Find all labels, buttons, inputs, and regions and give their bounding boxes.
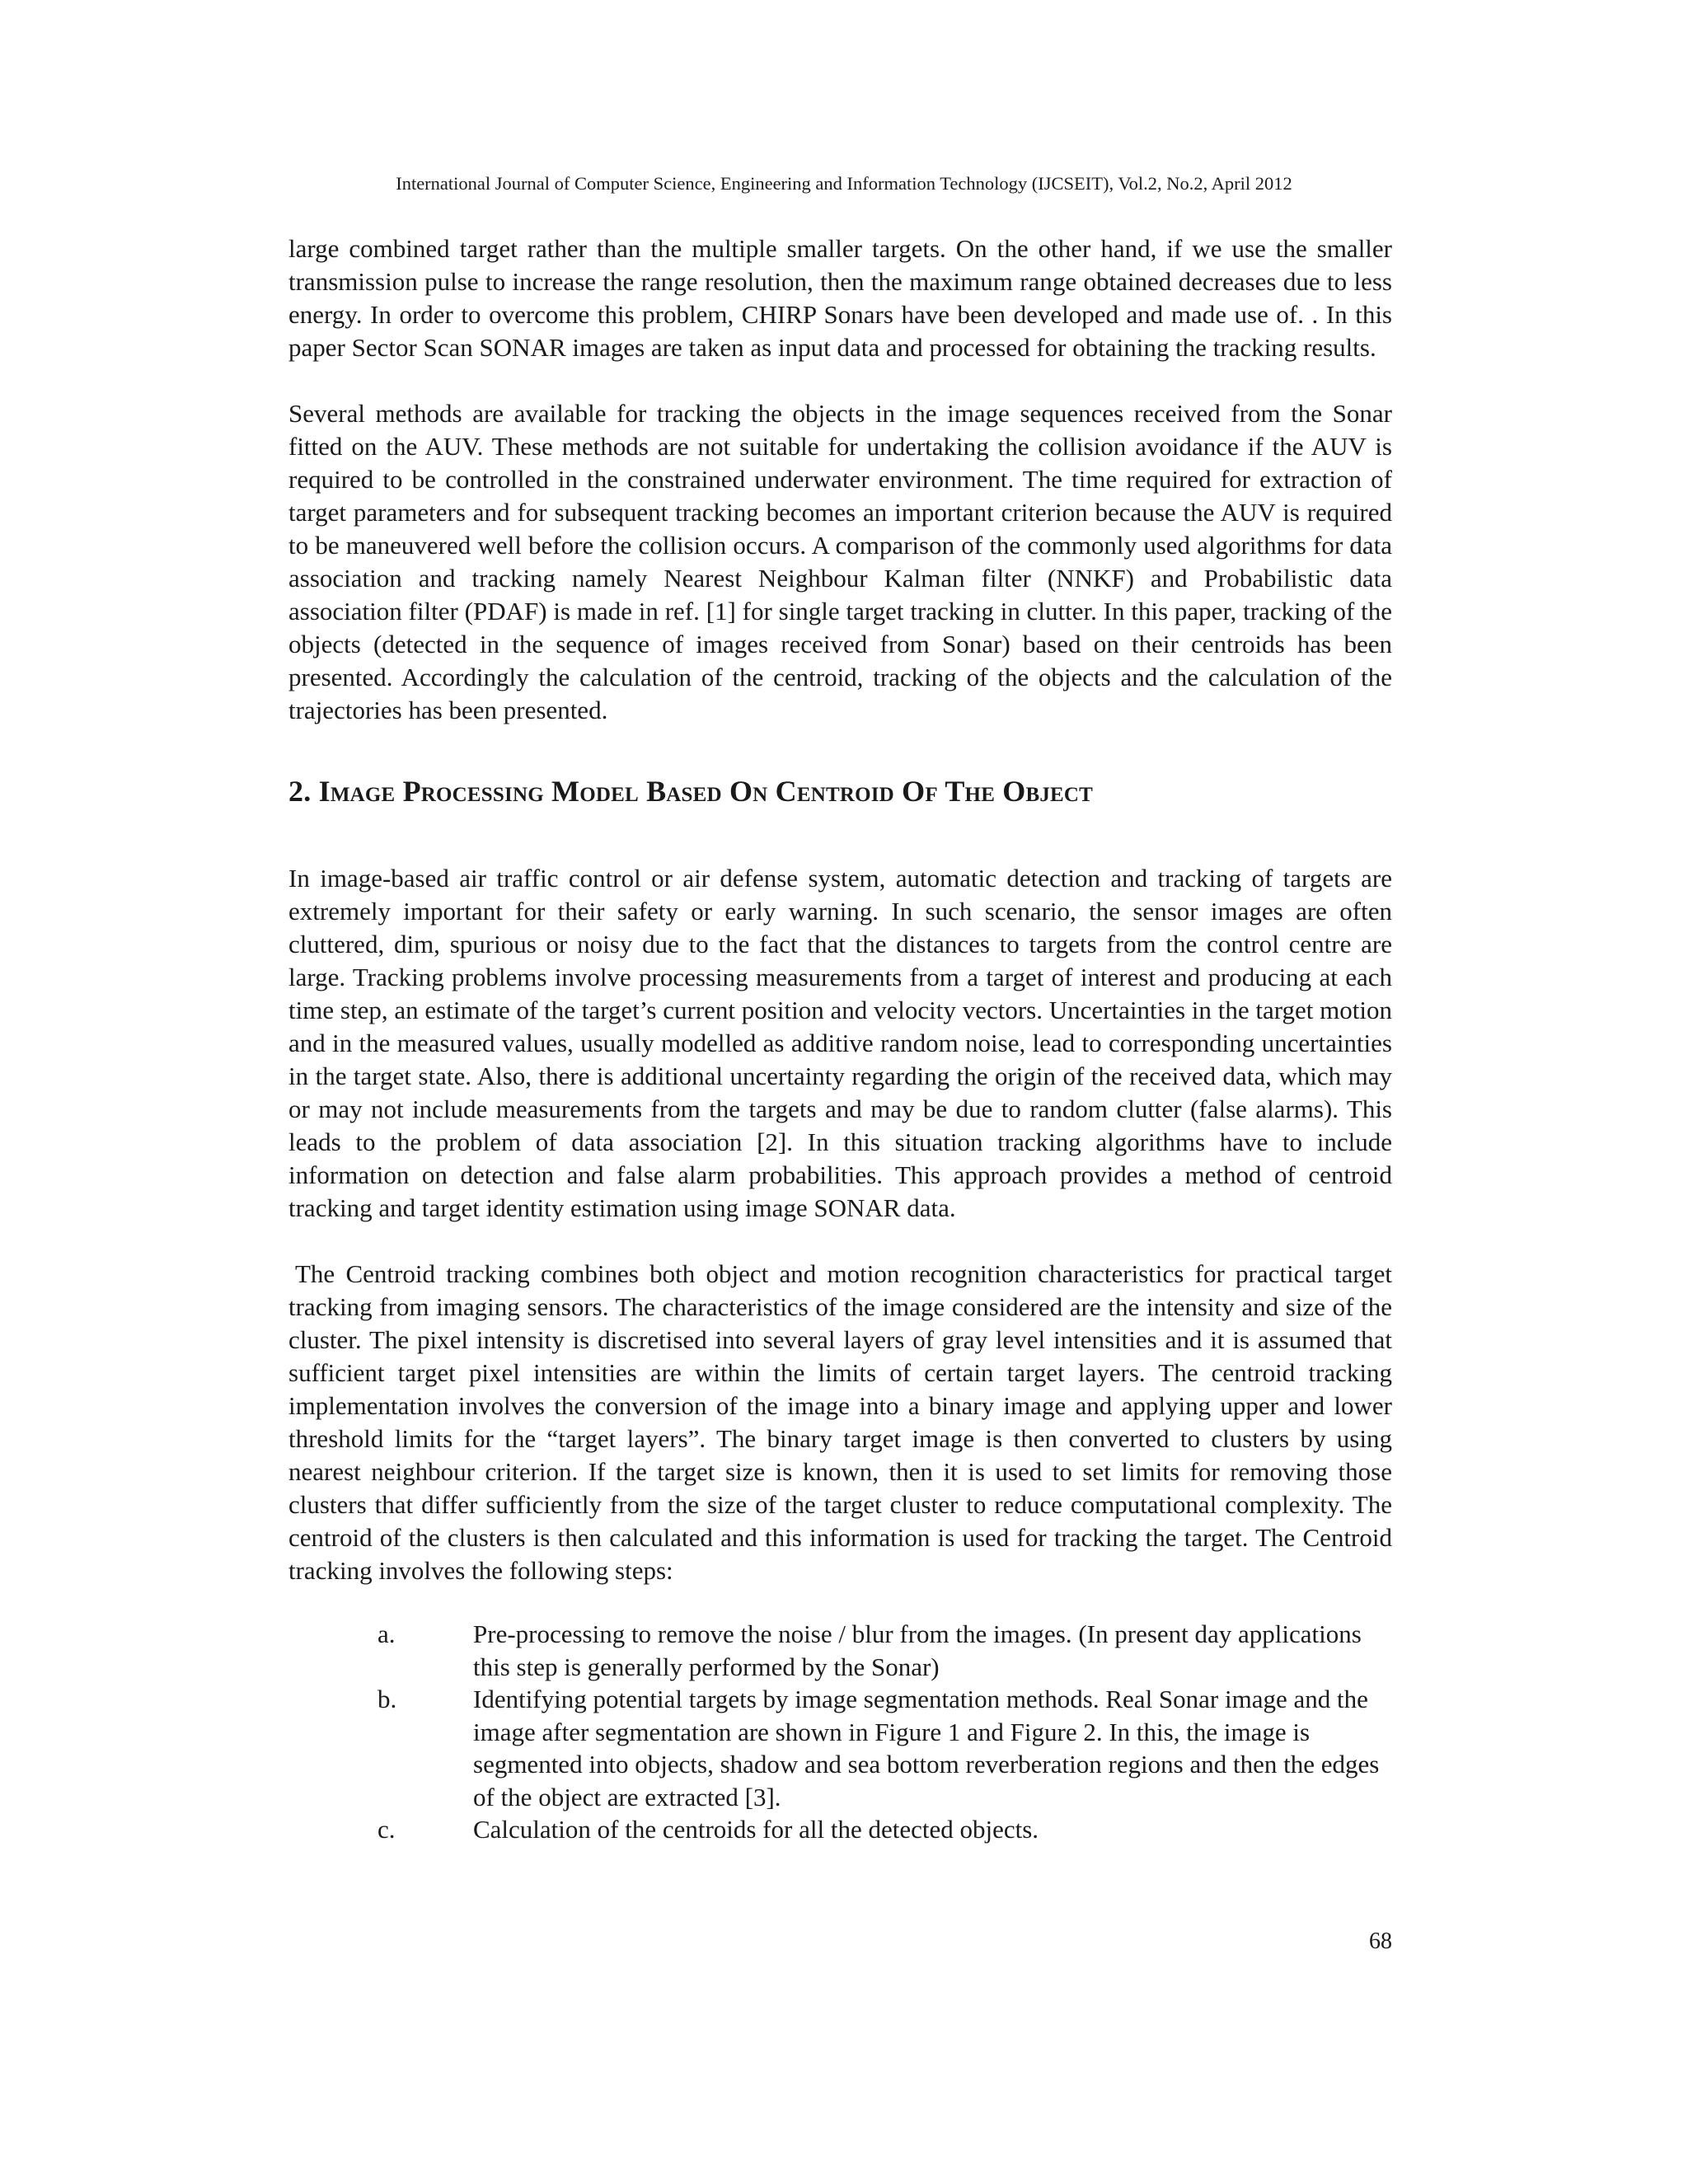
list-item: [288, 1813, 1392, 1846]
list-item-marker: a.: [377, 1619, 396, 1648]
running-header: International Journal of Computer Science, Engineering and Information Technology (IJCSEIT), Vol.2, No.2, April 2012: [396, 173, 1292, 194]
paragraph-centroid-tracking: The Centroid tracking combines both object and motion recognition characteristics for practical target tracking from imaging sensors. The characteristics of the image considered are the intensity and size of the cluster. The pixel intensity is discretised into several layers of gray level intensities and it is assumed that sufficient target pixel intensities are within the limits of certain target layers. The centroid tracking implementation involves the conversion of the image into a binary image and applying upper and lower threshold limits for the “target layers”. The binary target image is then converted to clusters by using nearest neighbour criterion. If the target size is known, then it is used to set limits for removing those clusters that differ sufficiently from the size of the target cluster to reduce computational complexity. The centroid of the clusters is then calculated and this information is used for tracking the target. The Centroid tracking involves the following steps:: [288, 1259, 1392, 1585]
list-item-text: Identifying potential targets by image segmentation methods. Real Sonar image and the image after segmentation are shown in Figure 1 and Figure 2. In this, the image is segmented into objects, shadow and sea bottom reverberation regions and then the edges of the object are extracted [3].: [473, 1685, 1380, 1811]
list-item-text: Pre-processing to remove the noise / blur from the images. (In present day applications this step is generally performed by the Sonar): [473, 1619, 1362, 1681]
list-item-marker: c.: [377, 1815, 396, 1844]
list-item: [288, 1618, 1392, 1683]
section-title: Image Processing Model Based On Centroid Of The Object: [318, 775, 1094, 808]
paragraph-tracking-methods: Several methods are available for tracking the objects in the image sequences received from the Sonar fitted on the AUV. These methods are not suitable for undertaking the collision avoidance if the AUV is required to be controlled in the constrained underwater environment. The time required for extraction of target parameters and for subsequent tracking becomes an important criterion because the AUV is required to be maneuvered well before the collision occurs. A comparison of the commonly used algorithms for data association and tracking namely Nearest Neighbour Kalman filter (NNKF) and Probabilistic data association filter (PDAF) is made in ref. [1] for single target tracking in clutter. In this paper, tracking of the objects (detected in the sequence of images received from Sonar) based on their centroids has been presented. Accordingly the calculation of the centroid, tracking of the objects and the calculation of the trajectories has been presented.: [288, 399, 1392, 724]
steps-list: [288, 1618, 1392, 1846]
list-item: [288, 1683, 1392, 1813]
list-item-text: Calculation of the centroids for all the detected objects.: [473, 1815, 1039, 1844]
paragraph-intro-continuation: large combined target rather than the multiple smaller targets. On the other hand, if we use the smaller transmission pulse to increase the range resolution, then the maximum range obtained decreases due to less energy. In order to overcome this problem, CHIRP Sonars have been developed and made use of. . In this paper Sector Scan SONAR images are taken as input data and processed for obtaining the tracking results.: [288, 234, 1392, 362]
list-item-marker: b.: [377, 1685, 397, 1713]
section-heading: [288, 773, 1392, 809]
section-number: 2.: [288, 775, 312, 808]
page-number: 68: [1369, 1929, 1392, 1954]
paragraph-image-based-control: In image-based air traffic control or air defense system, automatic detection and tracking of targets are extremely important for their safety or early warning. In such scenario, the sensor images are often cluttered, dim, spurious or noisy due to the fact that the distances to targets from the control centre are large. Tracking problems involve processing measurements from a target of interest and producing at each time step, an estimate of the target’s current position and velocity vectors. Uncertainties in the target motion and in the measured values, usually modelled as additive random noise, lead to corresponding uncertainties in the target state. Also, there is additional uncertainty regarding the origin of the received data, which may or may not include measurements from the targets and may be due to random clutter (false alarms). This leads to the problem of data association [2]. In this situation tracking algorithms have to include information on detection and false alarm probabilities. This approach provides a method of centroid tracking and target identity estimation using image SONAR data.: [288, 864, 1392, 1222]
body-column: [288, 232, 1392, 1846]
